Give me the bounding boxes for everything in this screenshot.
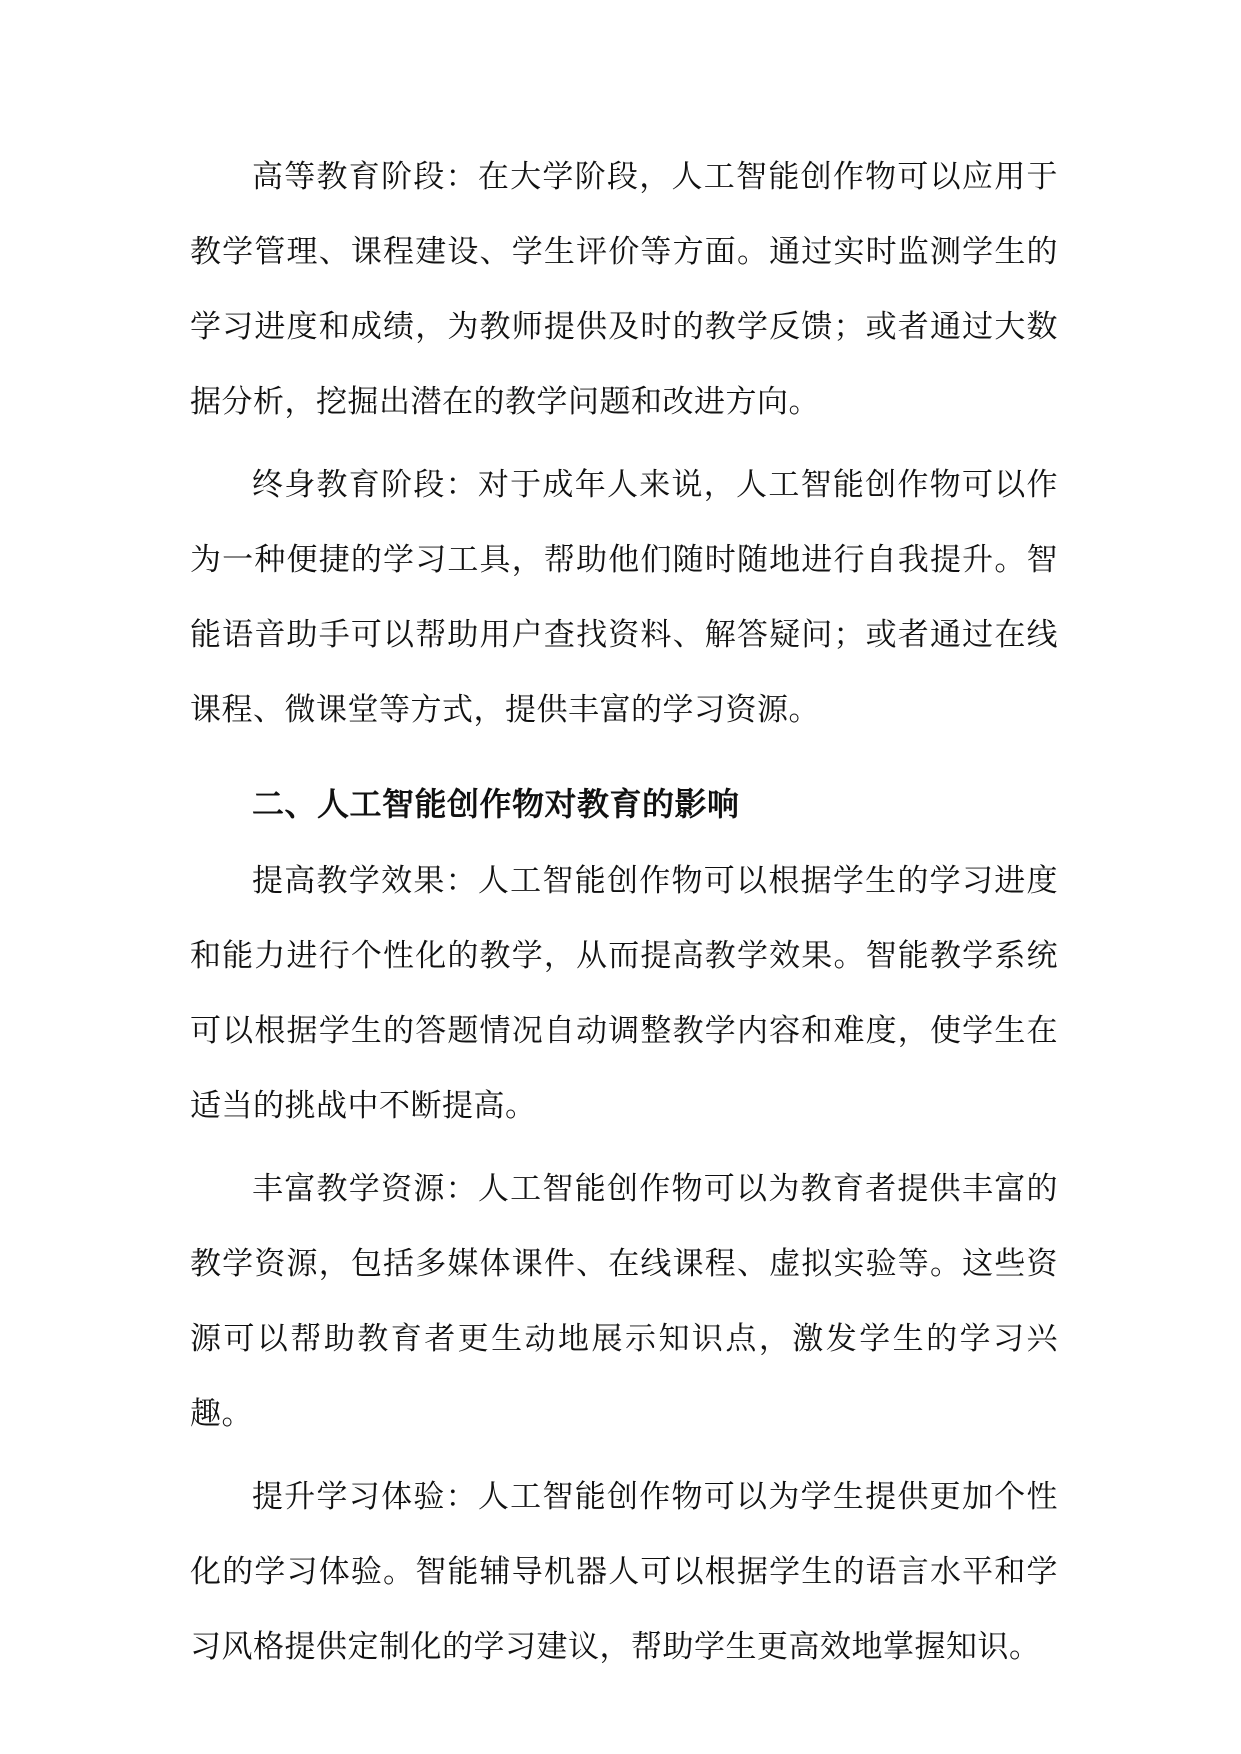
paragraph-higher-education: 高等教育阶段：在大学阶段，人工智能创作物可以应用于教学管理、课程建设、学生评价等方面。通过实时监测学生的学习进度和成绩，为教师提供及时的教学反馈；或者通过大数据分析，挖掘出潜在的教学问题和改进方向。 bbox=[190, 159, 1058, 420]
section-heading: 二、人工智能创作物对教育的影响 bbox=[252, 785, 740, 823]
paragraph-enrich-teaching-resources: 丰富教学资源：人工智能创作物可以为教育者提供丰富的教学资源，包括多媒体课件、在线课程、虚拟实验等。这些资源可以帮助教育者更生动地展示知识点，激发学生的学习兴趣。 bbox=[190, 1171, 1058, 1432]
paragraph-lifelong-education: 终身教育阶段：对于成年人来说，人工智能创作物可以作为一种便捷的学习工具，帮助他们随时随地进行自我提升。智能语音助手可以帮助用户查找资料、解答疑问；或者通过在线课程、微课堂等方式，提供丰富的学习资源。 bbox=[190, 467, 1058, 728]
paragraph-enhance-learning-experience: 提升学习体验：人工智能创作物可以为学生提供更加个性化的学习体验。智能辅导机器人可以根据学生的语言水平和学习风格提供定制化的学习建议，帮助学生更高效地掌握知识。 bbox=[190, 1479, 1058, 1665]
paragraph-improve-teaching-effect: 提高教学效果：人工智能创作物可以根据学生的学习进度和能力进行个性化的教学，从而提高教学效果。智能教学系统可以根据学生的答题情况自动调整教学内容和难度，使学生在适当的挑战中不断提高。 bbox=[190, 863, 1058, 1124]
document-page bbox=[190, 140, 1058, 1685]
